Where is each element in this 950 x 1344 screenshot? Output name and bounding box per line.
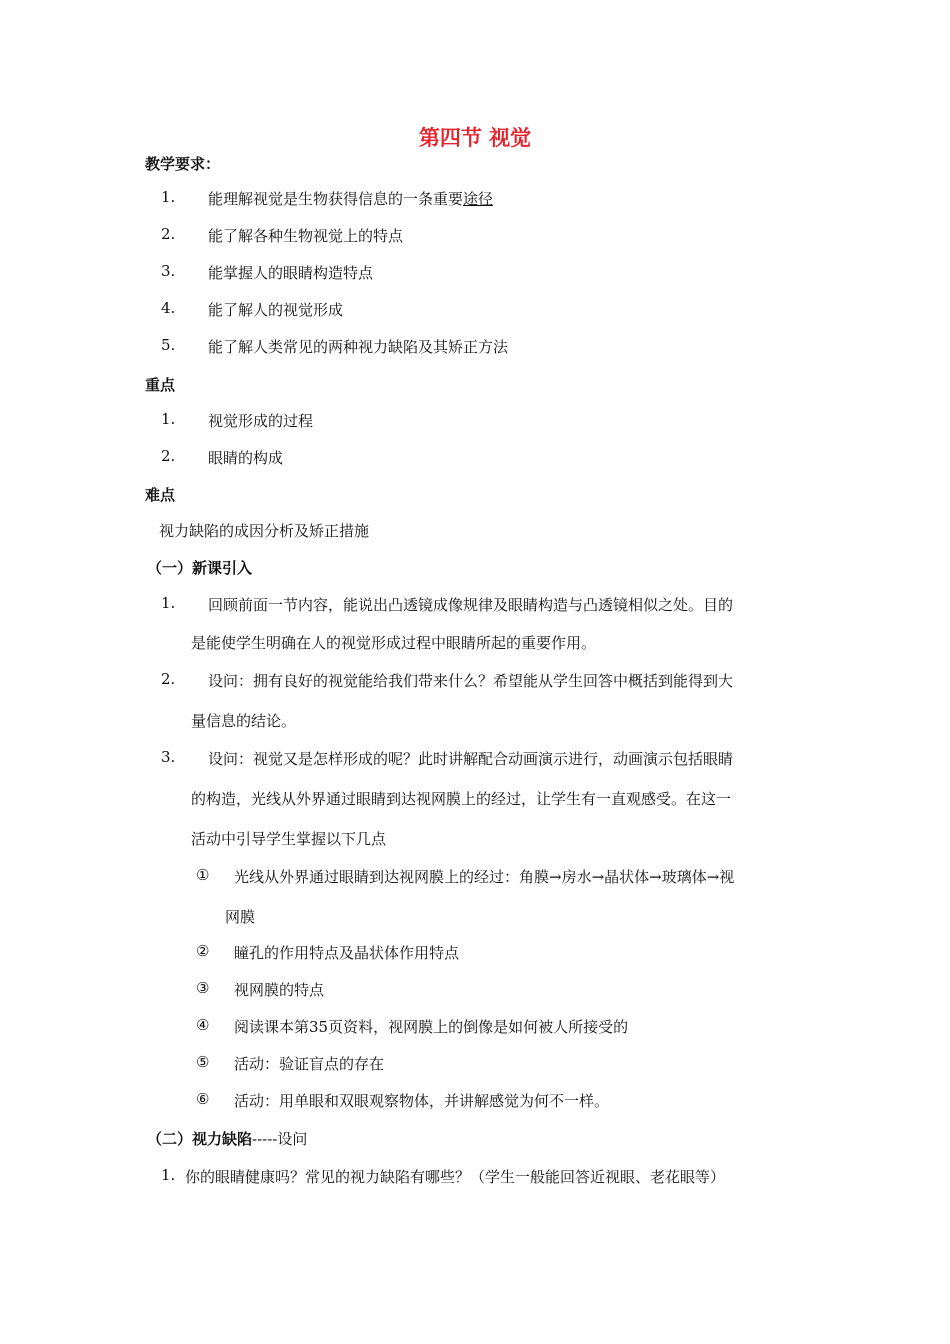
requirements-heading: 教学要求：	[145, 155, 221, 173]
list-number: 2.	[161, 225, 176, 243]
list-number: 1.	[161, 594, 176, 612]
list-number: 3.	[161, 748, 176, 766]
circled-number: ①	[196, 866, 210, 884]
list-number: 1.	[161, 410, 176, 428]
list-number: 1.	[161, 188, 176, 206]
key-point-item: 眼睛的构成	[208, 449, 284, 467]
paragraph-line: 的构造，光线从外界通过眼睛到达视网膜上的经过，让学生有一直观感受。在这一	[191, 790, 732, 808]
paragraph-line: 回顾前面一节内容，能说出凸透镜成像规律及眼睛构造与凸透镜相似之处。目的	[208, 596, 734, 614]
requirement-item	[208, 188, 493, 209]
difficult-point-text: 视力缺陷的成因分析及矫正措施	[159, 522, 370, 540]
sub-item-line: 瞳孔的作用特点及晶状体作用特点	[234, 944, 460, 962]
requirement-item: 能掌握人的眼睛构造特点	[208, 264, 374, 282]
paragraph-line: 设问：视觉又是怎样形成的呢？此时讲解配合动画演示进行，动画演示包括眼睛	[208, 750, 734, 768]
list-number: 1.	[161, 1166, 176, 1184]
circled-number: ⑤	[196, 1053, 210, 1071]
requirement-item: 能了解人类常见的两种视力缺陷及其矫正方法	[208, 338, 509, 356]
underlined-word: 途径	[463, 190, 494, 208]
paragraph-line: 是能使学生明确在人的视觉形成过程中眼睛所起的重要作用。	[191, 634, 597, 652]
circled-number: ⑥	[196, 1090, 210, 1108]
circled-number: ③	[196, 979, 210, 997]
section-heading-suffix: -----设问	[252, 1130, 308, 1148]
section-heading-bold: （二）视力缺陷	[147, 1130, 253, 1148]
page-title: 第四节 视觉	[418, 125, 532, 150]
paragraph-line: 量信息的结论。	[191, 712, 297, 730]
key-points-heading: 重点	[145, 376, 176, 394]
list-number: 2.	[161, 447, 176, 465]
requirement-item: 能了解各种生物视觉上的特点	[208, 227, 404, 245]
list-number: 2.	[161, 670, 176, 688]
sub-item-line: 活动：用单眼和双眼观察物体，并讲解感觉为何不一样。	[234, 1092, 610, 1110]
key-point-item: 视觉形成的过程	[208, 412, 314, 430]
paragraph-line: 设问：拥有良好的视觉能给我们带来什么？希望能从学生回答中概括到能得到大	[208, 672, 734, 690]
paragraph-line: 活动中引导学生掌握以下几点	[191, 830, 387, 848]
circled-number: ④	[196, 1016, 210, 1034]
circled-number: ②	[196, 942, 210, 960]
sub-item-line: 光线从外界通过眼睛到达视网膜上的经过：角膜→房水→晶状体→玻璃体→视	[234, 868, 735, 886]
sub-item-line: 阅读课本第35页资料，视网膜上的倒像是如何被人所接受的	[234, 1018, 629, 1036]
question-item: 你的眼睛健康吗？常见的视力缺陷有哪些？（学生一般能回答近视眼、老花眼等）	[185, 1168, 726, 1186]
requirement-text: 能理解视觉是生物获得信息的一条重要	[208, 190, 464, 208]
list-number: 4.	[161, 299, 176, 317]
section-heading-vision-defects	[147, 1128, 307, 1149]
section-heading-intro: （一）新课引入	[147, 559, 253, 577]
requirement-item: 能了解人的视觉形成	[208, 301, 344, 319]
list-number: 3.	[161, 262, 176, 280]
sub-item-line: 视网膜的特点	[234, 981, 325, 999]
list-number: 5.	[161, 336, 176, 354]
difficult-points-heading: 难点	[145, 486, 176, 504]
sub-item-line: 网膜	[225, 908, 256, 926]
sub-item-line: 活动：验证盲点的存在	[234, 1055, 385, 1073]
